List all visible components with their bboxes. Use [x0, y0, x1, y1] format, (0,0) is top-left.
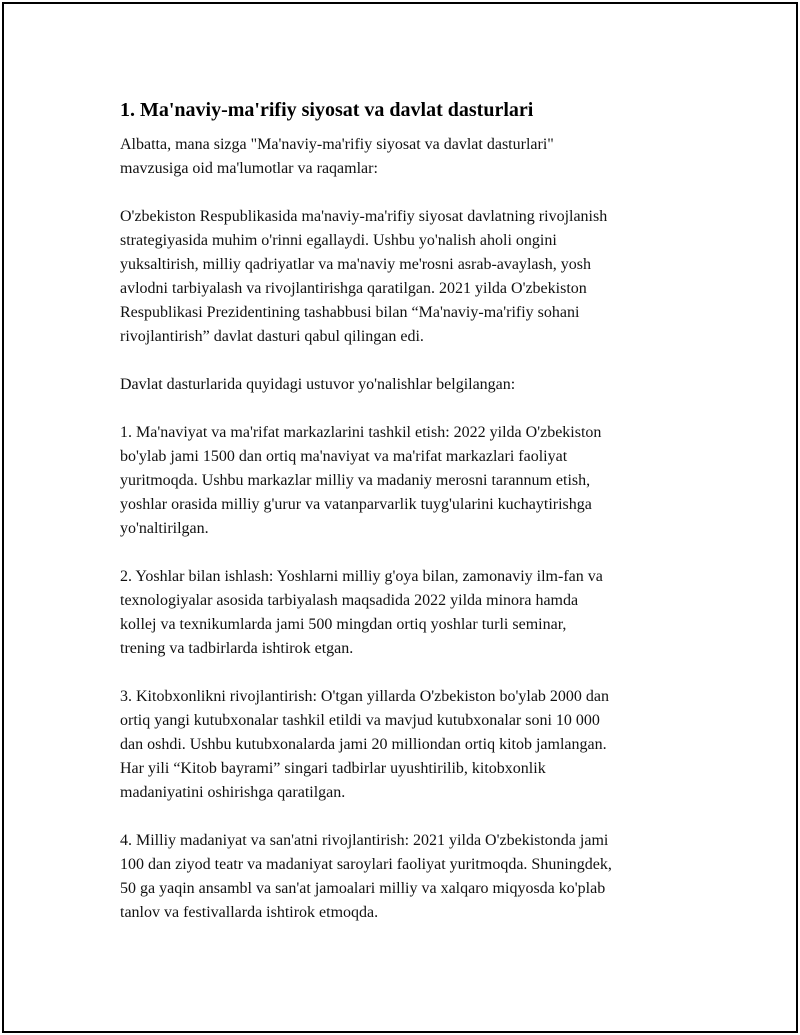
text-line: yoshlar orasida milliy g'urur va vatanparvarlik tuyg'ularini kuchaytirishga: [120, 496, 592, 513]
text-line: Har yili “Kitob bayrami” singari tadbirlar uyushtirilib, kitobxonlik: [120, 760, 546, 777]
paragraph-item-1: [120, 421, 690, 541]
paragraph-priorities-intro: [120, 373, 690, 397]
paragraph-item-4: [120, 829, 690, 925]
paragraph-intro: [120, 133, 690, 181]
text-line: 3. Kitobxonlikni rivojlantirish: O'tgan yillarda O'zbekiston bo'ylab 2000 dan: [120, 688, 610, 705]
document-title: 1. Ma'naviy-ma'rifiy siyosat va davlat dasturlari: [120, 99, 534, 121]
text-line: tanlov va festivallarda ishtirok etmoqda.: [120, 904, 379, 921]
text-line: rivojlantirish” davlat dasturi qabul qilingan edi.: [120, 328, 424, 345]
text-line: madaniyatini oshirishga qaratilgan.: [120, 784, 346, 801]
text-line: Respublikasi Prezidentining tashabbusi bilan “Ma'naviy-ma'rifiy sohani: [120, 304, 580, 321]
text-line: yuksaltirish, milliy qadriyatlar va ma'naviy me'rosni asrab-avaylash, yosh: [120, 256, 591, 273]
text-line: 50 ga yaqin ansambl va san'at jamoalari milliy va xalqaro miqyosda ko'plab: [120, 880, 606, 897]
text-line: mavzusiga oid ma'lumotlar va raqamlar:: [120, 160, 378, 177]
paragraph-item-2: [120, 565, 690, 661]
document-content: [120, 98, 690, 949]
text-line: Davlat dasturlarida quyidagi ustuvor yo'nalishlar belgilangan:: [120, 376, 516, 393]
text-line: kollej va texnikumlarda jami 500 mingdan ortiq yoshlar turli seminar,: [120, 616, 567, 633]
text-line: avlodni tarbiyalash va rivojlantirishga qaratilgan. 2021 yilda O'zbekiston: [120, 280, 587, 297]
text-line: yo'naltirilgan.: [120, 520, 209, 537]
text-line: 1. Ma'naviyat va ma'rifat markazlarini tashkil etish: 2022 yilda O'zbekiston: [120, 424, 602, 441]
text-line: Albatta, mana sizga "Ma'naviy-ma'rifiy siyosat va davlat dasturlari": [120, 136, 554, 153]
text-line: dan oshdi. Ushbu kutubxonalarda jami 20 milliondan ortiq kitob jamlangan.: [120, 736, 607, 753]
document-page: [2, 2, 798, 1033]
text-line: ortiq yangi kutubxonalar tashkil etildi va mavjud kutubxonalar soni 10 000: [120, 712, 600, 729]
text-line: 2. Yoshlar bilan ishlash: Yoshlarni milliy g'oya bilan, zamonaviy ilm-fan va: [120, 568, 603, 585]
text-line: texnologiyalar asosida tarbiyalash maqsadida 2022 yilda minora hamda: [120, 592, 579, 609]
paragraph-item-3: [120, 685, 690, 805]
text-line: bo'ylab jami 1500 dan ortiq ma'naviyat va ma'rifat markazlari faoliyat: [120, 448, 568, 465]
text-line: trening va tadbirlarda ishtirok etgan.: [120, 640, 354, 657]
text-line: O'zbekiston Respublikasida ma'naviy-ma'rifiy siyosat davlatning rivojlanish: [120, 208, 608, 225]
paragraph-overview: [120, 205, 690, 349]
text-line: 4. Milliy madaniyat va san'atni rivojlantirish: 2021 yilda O'zbekistonda jami: [120, 832, 609, 849]
text-line: strategiyasida muhim o'rinni egallaydi. Ushbu yo'nalish aholi ongini: [120, 232, 557, 249]
text-line: yuritmoqda. Ushbu markazlar milliy va madaniy merosni tarannum etish,: [120, 472, 591, 489]
text-line: 100 dan ziyod teatr va madaniyat saroylari faoliyat yuritmoqda. Shuningdek,: [120, 856, 612, 873]
